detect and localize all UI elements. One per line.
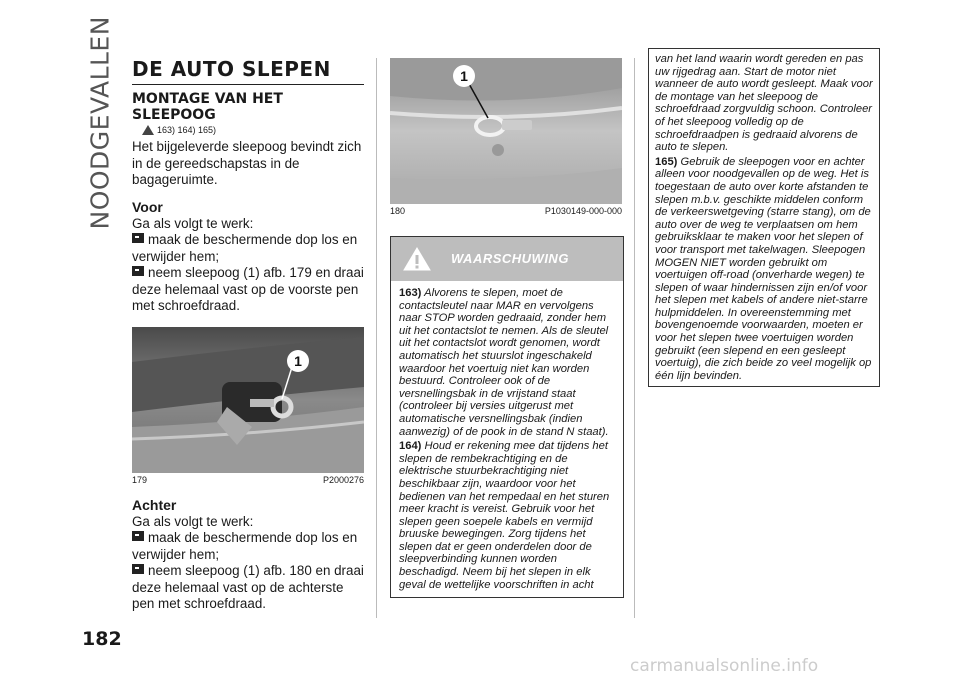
rear-step-1 [132, 530, 364, 563]
figure-180-number: 180 [390, 206, 406, 216]
front-lead: Ga als volgt te werk: [132, 215, 254, 231]
figure-180-callout: 1 [460, 68, 468, 84]
figure-180-caption [390, 206, 622, 216]
warning-continuation-box [648, 48, 880, 387]
bullet-icon [132, 564, 144, 574]
warning-icon [142, 125, 154, 135]
figure-180-photo [390, 58, 622, 204]
warning-165-number: 165) [655, 155, 678, 168]
figure-179-photo [132, 327, 364, 473]
rear-bumper-tow-eye-image [390, 58, 622, 204]
warning-165 [655, 156, 873, 383]
front-step-2 [132, 265, 364, 315]
intro-paragraph: Het bijgeleverde sleepoog bevindt zich in de gereedschapstas in de bagageruimte. [132, 139, 362, 187]
column-1 [132, 58, 364, 613]
title-rule [132, 84, 364, 85]
front-bumper-tow-eye-image [132, 327, 364, 473]
figure-180-code: P1030149-000-000 [544, 206, 622, 216]
warning-164 [399, 440, 615, 591]
figure-179-callout: 1 [294, 352, 302, 369]
column-divider [634, 58, 635, 618]
front-step-1-text: maak de beschermende dop los en verwijder hem; [132, 232, 358, 264]
rear-step-1-text: maak de beschermende dop los en verwijder hem; [132, 530, 358, 562]
warning-triangle-icon [403, 247, 431, 271]
rear-lead: Ga als volgt te werk: [132, 513, 254, 529]
front-heading: Voor [132, 198, 163, 215]
warning-refs [142, 125, 364, 135]
watermark: carmanualsonline.info [630, 656, 819, 676]
rear-step-2 [132, 563, 364, 613]
warning-box [390, 236, 624, 598]
front-step-2-text: neem sleepoog (1) afb. 179 en draai deze helemaal vast op de voorste pen met schroefdraad. [132, 265, 364, 313]
warning-heading: WAARSCHUWING [451, 251, 569, 266]
bullet-icon [132, 531, 144, 541]
warning-163 [399, 287, 615, 438]
warning-163-text: Alvorens te slepen, moet de contactsleutel naar MAR en vervolgens naar STOP worden gedraaid, zonder hem uit het contactslot te nemen. Als de sleutel uit het contactslot wordt genomen, wordt automatisch het stuurslot ingeschakeld waardoor het voertuig niet kan worden bestuurd. Controleer ook of de versnellingsbak in de vrijstand staat (controleer bij versies uitgerust met automatische versnellingsbak (indien aanwezig) of de pook in de stand N staat). [399, 287, 609, 438]
column-3 [648, 48, 880, 387]
section-side-label-text: NOODGEVALLEN [85, 16, 115, 230]
figure-179-code: P2000276 [322, 474, 364, 485]
warning-165-text: Gebruik de sleepogen voor en achter alleen voor noodgevallen op de weg. Het is toegestaan de auto over korte afstanden te slepen m.b.v. geschikte middelen conform de verkeerswetgeving (starre stang), om de auto over de weg te verplaatsen om hem gebruiksklaar te maken voor het slepen of voor transport met takelwagen. Sleepogen MOGEN NIET worden gebruikt om voertuigen off-road (onverharde wegen) te slepen of waar hindernissen zijn en/of voor het slepen met kabels of andere niet-starre hulpmiddelen. In overeenstemming met bovengenoemde voorwaarden, moeten er voor het slepen twee voertuigen worden gebruikt (een slepend en een gesleept voertuig), die zich beide zo veel mogelijk op één lijn bevinden. [655, 155, 872, 382]
section-side-label [80, 16, 115, 230]
column-2 [390, 58, 622, 598]
warning-body [391, 281, 623, 597]
warning-164-text: Houd er rekening mee dat tijdens het slepen de rembekrachtiging en de elektrische stuurbekrachtiging niet beschikbaar zijn, waardoor voor het bedienen van het rempedaal en het sturen meer kracht is vereist. Gebruik voor het slepen geen soepele kabels en vermijd bruuske bewegingen. Zorg tijdens het slepen dat er geen onderdelen door de sleepverbinding kunnen worden beschadigd. Neem bij het slepen in elk geval de wettelijke voorschriften in acht [399, 440, 610, 591]
page-title: DE AUTO SLEPEN [132, 57, 331, 81]
page-number: 182 [82, 628, 122, 650]
warning-refs-text: 163) 164) 165) [157, 125, 217, 135]
subtitle-line-1: MONTAGE VAN HET [132, 91, 283, 107]
column-divider [376, 58, 377, 618]
rear-heading: Achter [132, 496, 177, 513]
figure-179-caption [132, 475, 364, 485]
warning-header [391, 237, 623, 281]
figure-179-number: 179 [132, 474, 148, 485]
rear-step-2-text: neem sleepoog (1) afb. 180 en draai deze helemaal vast op de achterste pen met schroefdraad. [132, 563, 364, 611]
warning-continuation-text: van het land waarin wordt gereden en pas uw rijgedrag aan. Start de motor niet wanneer de auto wordt gesleept. Maak voor de montage van het sleepoog de schroefdraad zorgvuldig schoon. Controleer of het sleepoog volledig op de schroefdraadpen is gedraaid alvorens de auto te slepen. [655, 53, 873, 154]
front-step-1 [132, 232, 364, 265]
warning-163-number: 163) [399, 287, 422, 299]
warning-164-number: 164) [399, 440, 422, 453]
bullet-icon [132, 266, 144, 276]
bullet-icon [132, 233, 144, 243]
subtitle-line-2: SLEEPOOG [132, 107, 216, 123]
